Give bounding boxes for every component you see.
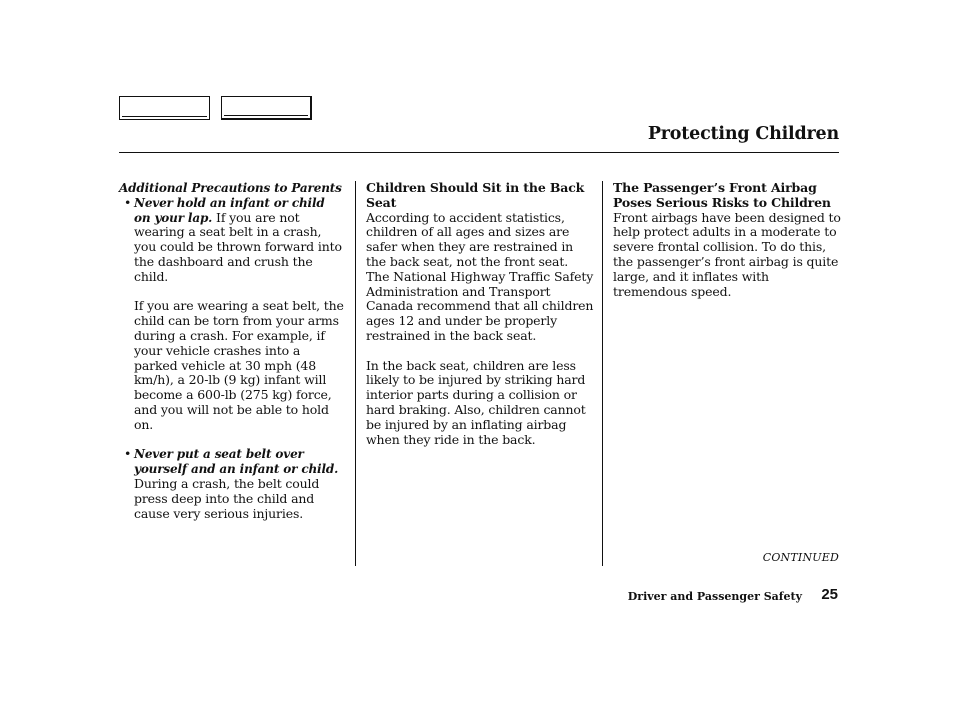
column2-paragraph1: According to accident statistics, children of all ages and sizes are safer when they are restrained in the back seat, not the front seat. The National Highway Traffic Safety Administration and Transport Canada recommend that all children ages 12 and under be properly restrained in the back seat. xyxy=(366,209,594,343)
footer-section-label: Driver and Passenger Safety xyxy=(627,590,802,603)
bullet-item-1 xyxy=(119,196,345,285)
column1-subheading: Additional Precautions to Parents xyxy=(119,181,342,195)
header-rule xyxy=(119,152,839,153)
bullet1-text: If you are not wearing a seat belt in a crash, you could be thrown forward into the dashboard and crush the child. xyxy=(134,209,342,284)
column-1 xyxy=(119,181,345,521)
continued-label: CONTINUED xyxy=(762,551,839,564)
column-3 xyxy=(613,181,841,299)
column1-paragraph2: If you are wearing a seat belt, the child can be torn from your arms during a crash. For example, if your vehicle crashes into a parked vehicle at 30 mph (48 km/h), a 20-lb (9 kg) infant will become a 600-lb (275 kg) force, and you will not be able to hold on. xyxy=(134,298,344,432)
page-number: 25 xyxy=(821,586,838,603)
column3-paragraph1: Front airbags have been designed to help protect adults in a moderate to severe frontal collision. To do this, the passenger’s front airbag is quite large, and it inflates with tremendous speed. xyxy=(613,209,841,299)
column-divider-2 xyxy=(602,181,603,566)
column3-heading: The Passenger’s Front Airbag Poses Serious Risks to Children xyxy=(613,180,831,210)
section-tab-box-2 xyxy=(221,96,312,120)
column2-paragraph2: In the back seat, children are less likely to be injured by striking hard interior parts during a collision or hard braking. Also, children cannot be injured by an inflating airbag when they ride in the back. xyxy=(366,357,586,447)
column-divider-1 xyxy=(355,181,356,566)
bullet1-bold: Never hold an infant or child on your lap. xyxy=(134,195,325,225)
bullet2-bold: Never put a seat belt over yourself and an infant or child. xyxy=(134,447,339,477)
bullet2-text: During a crash, the belt could press deep into the child and cause very serious injuries. xyxy=(134,475,320,521)
column2-heading: Children Should Sit in the Back Seat xyxy=(366,180,585,210)
column-2 xyxy=(366,181,594,447)
page-title: Protecting Children xyxy=(647,124,839,144)
section-tab-box-1 xyxy=(119,96,210,120)
bullet-dot-icon: • xyxy=(124,446,132,462)
bullet-item-2 xyxy=(119,447,345,521)
bullet-dot-icon: • xyxy=(124,194,132,210)
